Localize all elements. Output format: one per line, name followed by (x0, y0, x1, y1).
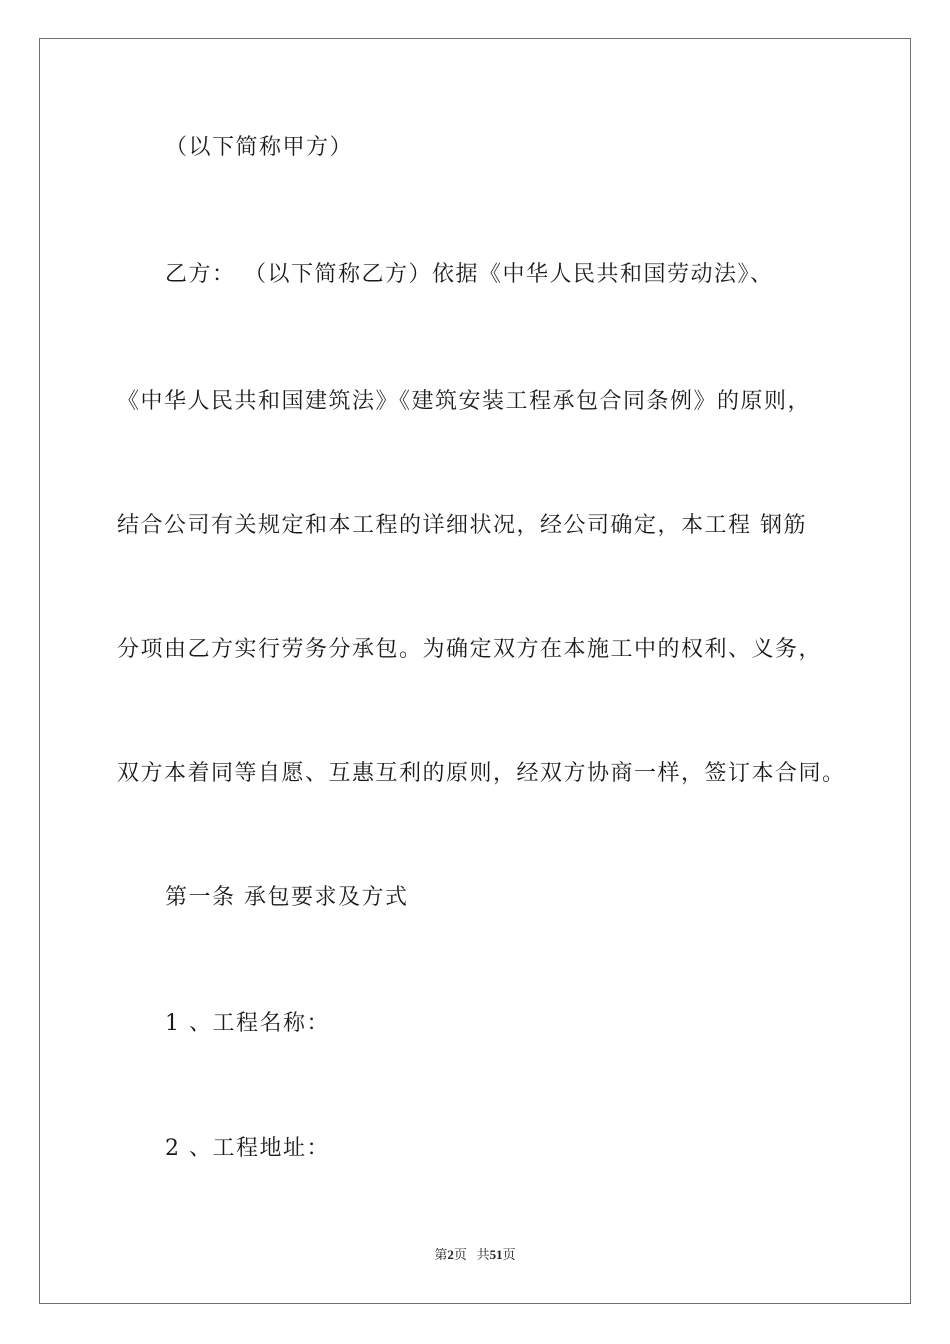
text-line-3: 《中华人民共和国建筑法》《建筑安装工程承包合同条例》的原则， (117, 389, 812, 414)
page-frame (39, 38, 911, 1304)
text-line-project-address: 2 、工程地址： (165, 1136, 330, 1161)
footer-total-unit: 页 (502, 1247, 516, 1262)
footer-current-page: 2 (447, 1247, 454, 1262)
text-line-4: 结合公司有关规定和本工程的详细状况，经公司确定，本工程 钢筋 (117, 513, 807, 538)
text-line-2: 乙方： （以下简称乙方）依据《中华人民共和国劳动法》、 (165, 262, 774, 287)
text-line-6: 双方本着同等自愿、互惠互利的原则，经双方协商一样，签订本合同。 (117, 761, 846, 786)
text-line-1: （以下简称甲方） (165, 135, 354, 160)
text-line-5: 分项由乙方实行劳务分承包。为确定双方在本施工中的权利、义务， (117, 637, 823, 662)
text-line-project-name: 1 、工程名称： (165, 1011, 330, 1036)
footer-page-unit: 页 (453, 1247, 467, 1262)
footer-total-pages: 51 (489, 1247, 503, 1262)
footer-prefix: 第 (434, 1247, 448, 1262)
section-heading: 第一条 承包要求及方式 (165, 885, 409, 910)
footer-total-prefix: 共 (476, 1247, 490, 1262)
page-footer (0, 1246, 950, 1264)
